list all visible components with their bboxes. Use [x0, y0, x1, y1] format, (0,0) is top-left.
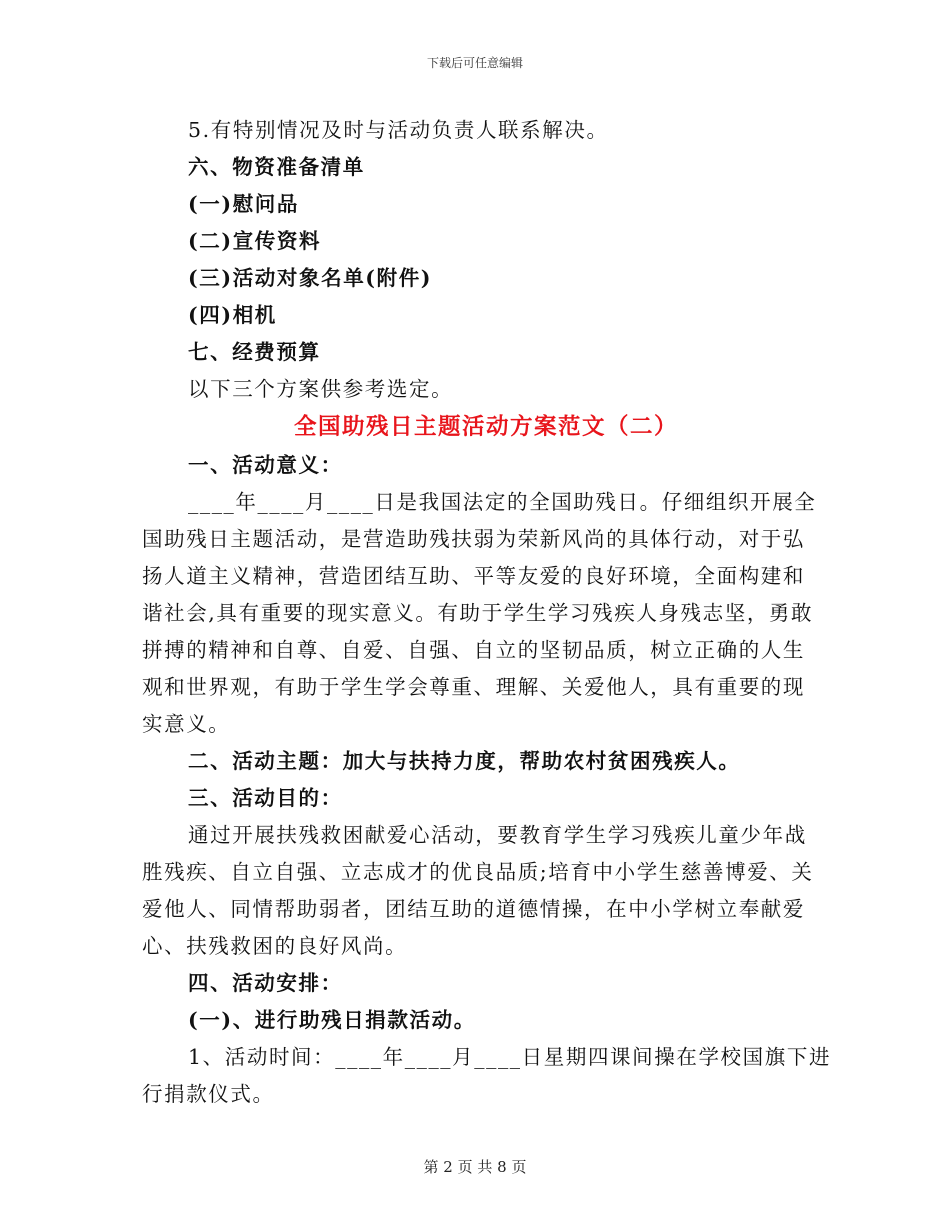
paragraph-line: 行捐款仪式。: [142, 1082, 275, 1106]
list-item: (四)相机: [188, 303, 277, 327]
paragraph-line: 1、活动时间：____年____月____日星期四课间操在学校国旗下进: [188, 1045, 832, 1069]
paragraph-line: 爱他人、同情帮助弱者，团结互助的道德情操，在中小学树立奉献爱: [142, 897, 805, 921]
section-heading: 四、活动安排：: [188, 971, 343, 995]
paragraph-line: 国助残日主题活动，是营造助残扶弱为荣新风尚的具体行动，对于弘: [142, 527, 805, 551]
list-item: (一)慰问品: [188, 192, 299, 216]
paragraph-line: 实意义。: [142, 712, 231, 736]
paragraph-line: 观和世界观，有助于学生学会尊重、理解、关爱他人，具有重要的现: [142, 675, 805, 699]
list-item: (三)活动对象名单(附件): [188, 266, 433, 290]
paragraph-line: 以下三个方案供参考选定。: [188, 377, 454, 401]
paragraph-line: 扬人道主义精神，营造团结互助、平等友爱的良好环境，全面构建和: [142, 564, 805, 588]
section-heading: (一)、进行助残日捐款活动。: [188, 1008, 476, 1032]
page-header: 下载后可任意编辑: [426, 56, 523, 70]
section-heading: 六、物资准备清单: [188, 155, 365, 179]
paragraph-line: 心、扶残救困的良好风尚。: [142, 934, 408, 958]
section-heading: 一、活动意义：: [188, 453, 343, 477]
section-heading: 三、活动目的：: [188, 786, 343, 810]
section-heading: 二、活动主题：加大与扶持力度，帮助农村贫困残疾人。: [188, 749, 741, 773]
list-item: (二)宣传资料: [188, 229, 322, 253]
document-title: 全国助残日主题活动方案范文（二）: [293, 414, 678, 440]
paragraph-line: 谐社会,具有重要的现实意义。有助于学生学习残疾人身残志坚，勇敢: [142, 601, 814, 625]
page-footer: 第 2 页 共 8 页: [423, 1158, 527, 1176]
page-content: [142, 112, 832, 1113]
paragraph-line: ____年____月____日是我国法定的全国助残日。仔细组织开展全: [188, 490, 817, 514]
paragraph-line: 通过开展扶残救困献爱心活动，要教育学生学习残疾儿童少年战: [188, 823, 807, 847]
paragraph-line: 拼搏的精神和自尊、自爱、自强、自立的坚韧品质，树立正确的人生: [142, 638, 805, 662]
list-item: 5.有特别情况及时与活动负责人联系解决。: [188, 118, 609, 142]
paragraph-line: 胜残疾、自立自强、立志成才的优良品质;培育中小学生慈善博爱、关: [142, 860, 814, 884]
section-heading: 七、经费预算: [188, 340, 321, 364]
